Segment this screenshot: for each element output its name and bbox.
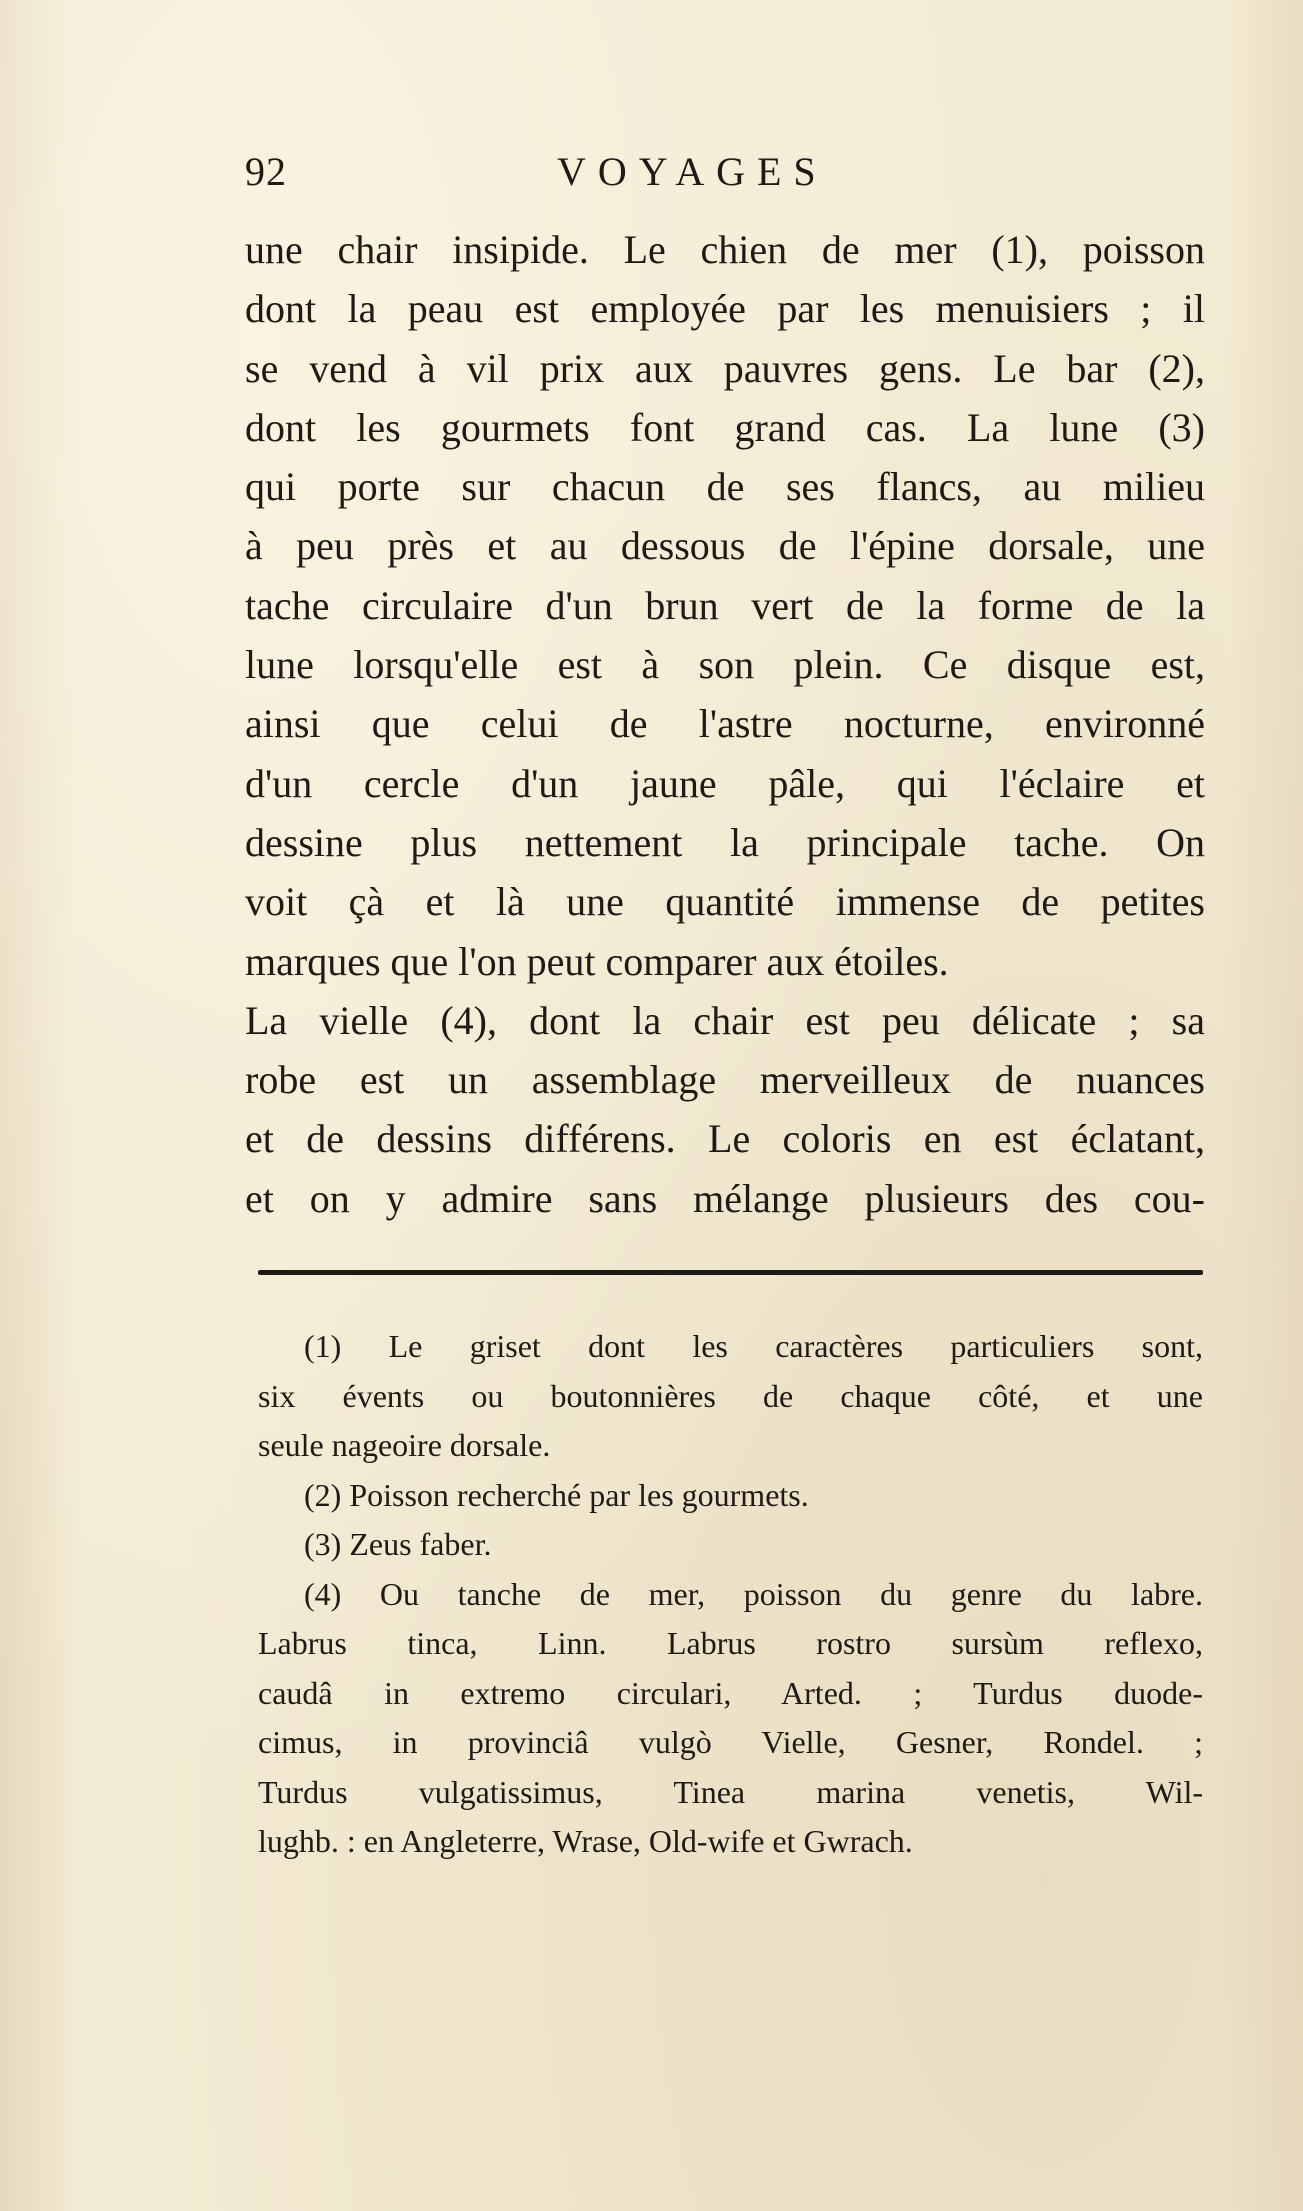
body-line: se vend à vil prix aux pauvres gens. Le bar (2), (245, 345, 1205, 391)
footnote-line: caudâ in extremo circulari, Arted. ; Turdus duode- (258, 1674, 1203, 1711)
footnote-line: (1) Le griset dont les caractères particuliers sont, (304, 1328, 1203, 1364)
footnote-line: Labrus tinca, Linn. Labrus rostro sursùm reflexo, (258, 1625, 1203, 1661)
body-line: marques que l'on peut comparer aux étoiles. (245, 938, 949, 984)
footnote-divider (258, 1270, 1203, 1275)
body-line: dont la peau est employée par les menuisiers ; il (245, 286, 1205, 332)
body-line: et de dessins différens. Le coloris en est éclatant, (245, 1116, 1205, 1162)
body-line: dont les gourmets font grand cas. La lune (3) (245, 404, 1205, 450)
footnotes (258, 1322, 1203, 1867)
page-number: 92 (245, 149, 287, 194)
footnote-line: seule nageoire dorsale. (258, 1427, 551, 1463)
body-line: La vielle (4), dont la chair est peu délicate ; sa (245, 997, 1205, 1043)
footnote-line: cimus, in provinciâ vulgò Vielle, Gesner, Rondel. ; (258, 1724, 1203, 1760)
page-header (245, 148, 1205, 208)
body-text (245, 220, 1205, 1228)
footnote-line: Turdus vulgatissimus, Tinea marina venetis, Wil- (258, 1773, 1203, 1810)
body-line: robe est un assemblage merveilleux de nuances (245, 1057, 1205, 1103)
body-line: à peu près et au dessous de l'épine dorsale, une (245, 523, 1205, 569)
footnote-line: (2) Poisson recherché par les gourmets. (304, 1476, 809, 1513)
body-line: une chair insipide. Le chien de mer (1), poisson (245, 227, 1205, 272)
footnote-line: six évents ou boutonnières de chaque côté, et une (258, 1377, 1203, 1414)
body-line: lune lorsqu'elle est à son plein. Ce disque est, (245, 642, 1205, 688)
body-line: voit çà et là une quantité immense de petites (245, 879, 1205, 925)
running-head: VOYAGES (557, 149, 828, 194)
body-line: d'un cercle d'un jaune pâle, qui l'éclaire et (245, 760, 1205, 806)
footnote-line: (3) Zeus faber. (304, 1526, 492, 1562)
body-line: qui porte sur chacun de ses flancs, au milieu (245, 464, 1205, 510)
body-line: et on y admire sans mélange plusieurs des cou- (245, 1175, 1205, 1221)
footnote-line: lughb. : en Angleterre, Wrase, Old-wife et Gwrach. (258, 1823, 913, 1859)
body-line: ainsi que celui de l'astre nocturne, environné (245, 701, 1205, 747)
footnote-line: (4) Ou tanche de mer, poisson du genre du labre. (304, 1575, 1203, 1612)
body-line: tache circulaire d'un brun vert de la forme de la (245, 582, 1205, 628)
body-line: dessine plus nettement la principale tache. On (245, 819, 1205, 865)
